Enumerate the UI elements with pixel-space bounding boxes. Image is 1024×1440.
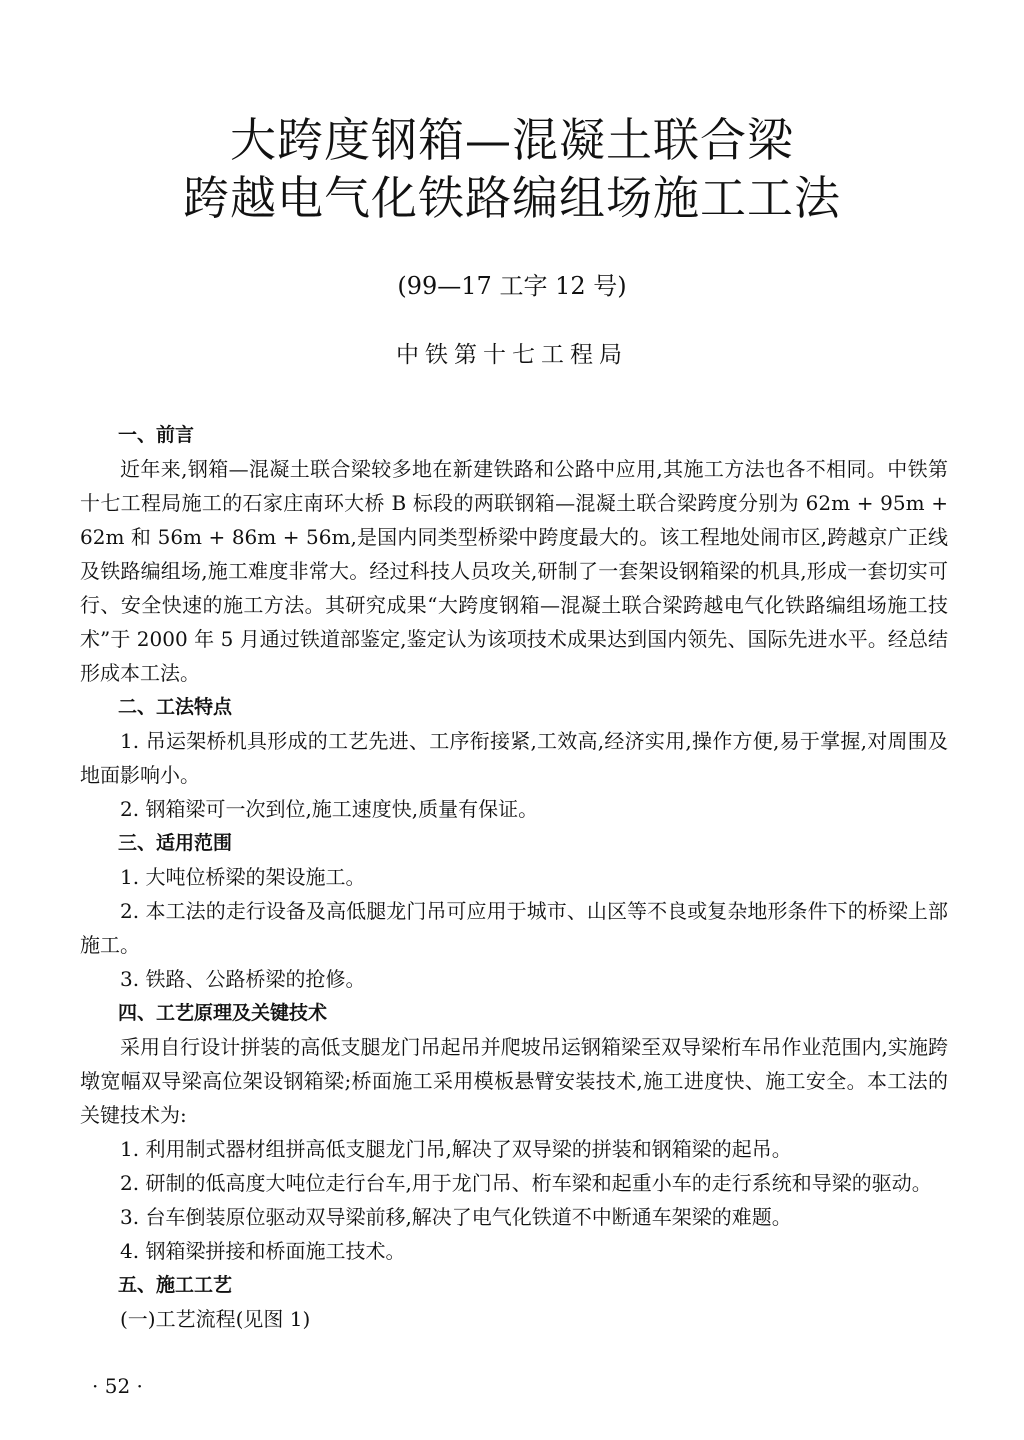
paragraph: 3. 铁路、公路桥梁的抢修。 (120, 967, 366, 991)
paragraph: 近年来,钢箱—混凝土联合梁较多地在新建铁路和公路中应用,其施工方法也各不相同。中铁第十七工程局施工的石家庄南环大桥 B 标段的两联钢箱—混凝土联合梁跨度分别为 62m + 95m + 62m 和 56m + 86m + 56m,是国内同类型桥梁中跨度最大的。该工程地处闹市区,跨越京广正线及铁路编组场,施工难度非常大。经过科技人员攻关,研制了一套架设钢箱梁的机具,形成一套切实可行、安全快速的施工方法。其研究成果“大跨度钢箱—混凝土联合梁跨越电气化铁路编组场施工技术”于 2000 年 5 月通过铁道部鉴定,鉴定认为该项技术成果达到国内领先、国际先进水平。经总结形成本工法。 (80, 457, 948, 685)
paragraph: 2. 研制的低高度大吨位走行台车,用于龙门吊、桁车梁和起重小车的走行系统和导梁的驱动。 (120, 1171, 932, 1195)
paragraph: 1. 利用制式器材组拼高低支腿龙门吊,解决了双导梁的拼装和钢箱梁的起吊。 (120, 1137, 792, 1161)
page-number: · 52 · (92, 1374, 143, 1398)
paragraph: 1. 大吨位桥梁的架设施工。 (120, 865, 366, 889)
paragraph: 3. 台车倒装原位驱动双导梁前移,解决了电气化铁道不中断通车架梁的难题。 (120, 1205, 792, 1229)
body-text (80, 418, 948, 1336)
title-line-1: 大跨度钢箱—混凝土联合梁 (230, 113, 794, 167)
paragraph: (一)工艺流程(见图 1) (120, 1307, 311, 1331)
section-heading-preface: 一、前言 (118, 424, 195, 446)
paragraph: 采用自行设计拼装的高低支腿龙门吊起吊并爬坡吊运钢箱梁至双导梁桁车吊作业范围内,实施跨墩宽幅双导梁高位架设钢箱梁;桥面施工采用模板悬臂安装技术,施工进度快、施工安全。本工法的关键技术为: (80, 1035, 948, 1127)
organization-name: 中铁第十七工程局 (396, 342, 628, 368)
paragraph: 2. 本工法的走行设备及高低腿龙门吊可应用于城市、山区等不良或复杂地形条件下的桥梁上部施工。 (80, 899, 948, 957)
paragraph: 4. 钢箱梁拼接和桥面施工技术。 (120, 1239, 406, 1263)
section-heading-process: 五、施工工艺 (118, 1274, 233, 1296)
paragraph: 2. 钢箱梁可一次到位,施工速度快,质量有保证。 (120, 797, 539, 821)
section-heading-scope: 三、适用范围 (118, 832, 233, 854)
paragraph: 1. 吊运架桥机具形成的工艺先进、工序衔接紧,工效高,经济实用,操作方便,易于掌握,对周围及地面影响小。 (80, 729, 948, 787)
title-line-2: 跨越电气化铁路编组场施工工法 (183, 171, 841, 225)
document-number: (99—17 工字 12 号) (397, 272, 627, 300)
section-heading-features: 二、工法特点 (118, 696, 233, 718)
section-heading-principle: 四、工艺原理及关键技术 (118, 1002, 328, 1024)
